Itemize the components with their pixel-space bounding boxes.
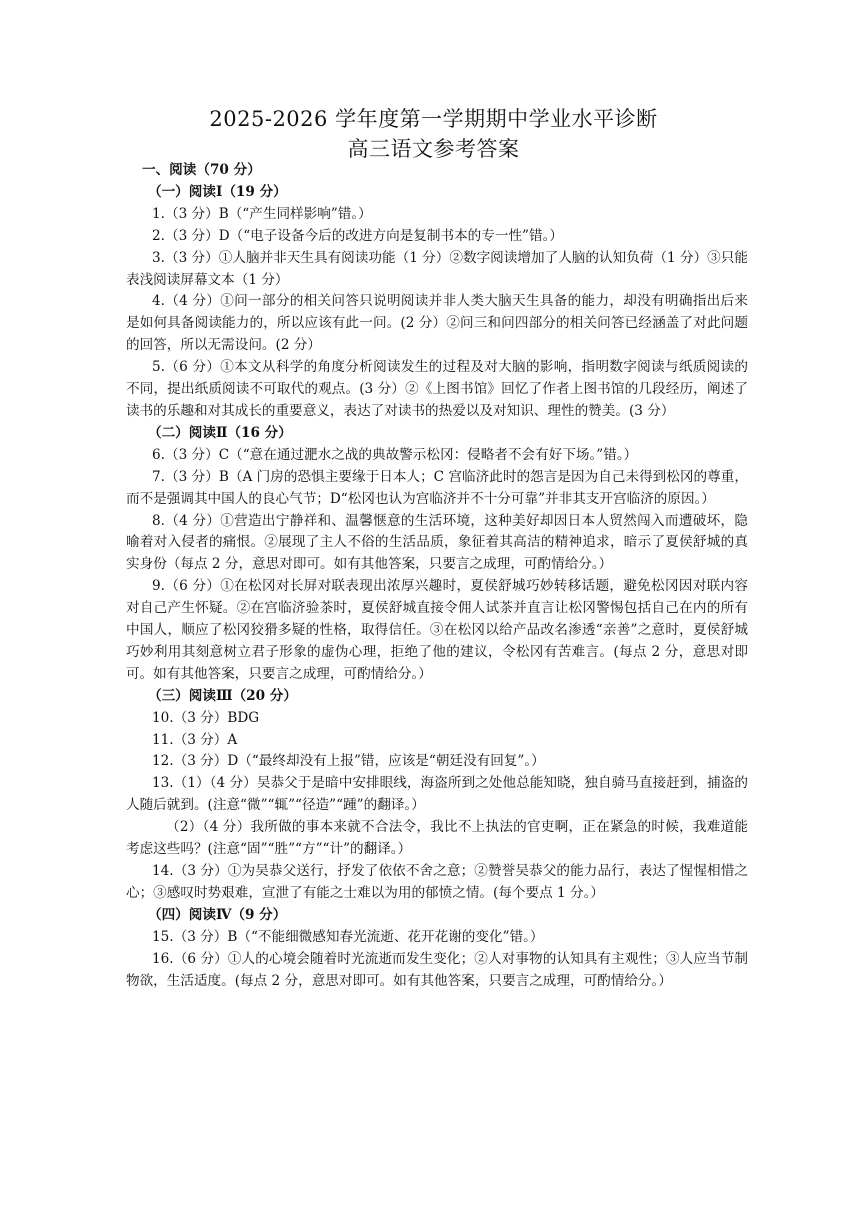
section-heading-reading-1: （一）阅读Ⅰ（19 分） bbox=[148, 183, 287, 200]
answer-5: 5.（6 分）①本文从科学的角度分析阅读发生的过程及对大脑的影响，指明数字阅读与纸质阅读的不同，提出纸质阅读不可取代的观点。(3 分）②《上图书馆》回忆了作者上图书馆的几段经历，阐述了读书的乐趣和对其成长的重要意义，表达了对读书的热爱以及对知识、理性的赞美。(3 分） bbox=[126, 359, 748, 419]
section-heading-reading-4: （四）阅读Ⅳ（9 分） bbox=[148, 906, 287, 923]
section-heading-reading-2: （二）阅读Ⅱ（16 分） bbox=[148, 424, 292, 441]
answer-13-1: 13.（1）（4 分）吴恭父于是暗中安排眼线，海盗所到之处他总能知晓，独自骑马直接赶到，捕盗的人随后就到。(注意“微”“辄”“径造”“踵”的翻译。） bbox=[126, 775, 748, 814]
answer-12: 12.（3 分）D（“最终却没有上报”错，应该是“朝廷没有回复”。） bbox=[152, 753, 545, 770]
answer-8: 8.（4 分）①营造出宁静祥和、温馨惬意的生活环境，这种美好却因日本人贸然闯入而遭破坏，隐喻着对入侵者的痛恨。②展现了主人不俗的生活品质，象征着其高洁的精神追求，暗示了夏侯舒城的真实身份（每点 2 分，意思对即可。如有其他答案，只要言之成理，可酌情给分。） bbox=[126, 512, 748, 573]
answer-6: 6.（3 分）C（“意在通过淝水之战的典故警示松冈：侵略者不会有好下场。”错。） bbox=[152, 446, 638, 463]
answer-11: 11.（3 分）A bbox=[152, 731, 238, 748]
answer-1: 1.（3 分）B（“产生同样影响”错。） bbox=[152, 205, 372, 222]
answer-10: 10.（3 分）BDG bbox=[152, 709, 260, 726]
document-subtitle: 高三语文参考答案 bbox=[347, 137, 520, 161]
document-title-block bbox=[0, 104, 867, 164]
answer-13-2: （2）（4 分）我所做的事本来就不合法令，我比不上执法的官吏啊，正在紧急的时候，我难道能考虑这些吗？(注意“固”“胜”“方”“计”的翻译。） bbox=[126, 819, 748, 858]
answer-4: 4.（4 分）①问一部分的相关问答只说明阅读并非人类大脑天生具备的能力，却没有明确指出后来是如何具备阅读能力的，所以应该有此一问。(2 分）②问三和问四部分的相关问答已经涵盖了对此问题的回答，所以无需设问。(2 分） bbox=[126, 293, 748, 354]
answer-15: 15.（3 分）B（“不能细微感知春光流逝、花开花谢的变化”错。） bbox=[152, 928, 544, 945]
answer-2: 2.（3 分）D（“电子设备今后的改进方向是复制书本的专一性”错。） bbox=[152, 227, 563, 244]
document-title: 2025-2026 学年度第一学期期中学业水平诊断 bbox=[209, 107, 658, 131]
answer-7: 7.（3 分）B（A 门房的恐惧主要缘于日本人；C 宫临济此时的怨言是因为自己未得到松冈的尊重，而不是强调其中国人的良心气节；D“松冈也认为宫临济并不十分可靠”并非其支开宫临济的原因。） bbox=[126, 468, 748, 507]
answer-content bbox=[126, 160, 748, 992]
answer-3: 3.（3 分）①人脑并非天生具有阅读功能（1 分）②数字阅读增加了人脑的认知负荷（1 分）③只能表浅阅读屏幕文本（1 分） bbox=[126, 249, 748, 288]
section-heading-reading: 一、阅读（70 分） bbox=[142, 162, 261, 178]
answer-14: 14.（3 分）①为吴恭父送行，抒发了依依不舍之意；②赞誉吴恭父的能力品行，表达了惺惺相惜之心；③感叹时势艰难，宣泄了有能之士难以为用的郁愤之情。(每个要点 1 分。） bbox=[126, 863, 748, 901]
answer-16: 16.（6 分）①人的心境会随着时光流逝而发生变化；②人对事物的认知具有主观性；③人应当节制物欲，生活适度。(每点 2 分，意思对即可。如有其他答案，只要言之成理，可酌情给分。） bbox=[126, 950, 748, 989]
section-heading-reading-3: （三）阅读Ⅲ（20 分） bbox=[148, 687, 297, 704]
answer-9: 9.（6 分）①在松冈对长屏对联表现出浓厚兴趣时，夏侯舒城巧妙转移话题，避免松冈因对联内容对自己产生怀疑。②在宫临济验茶时，夏侯舒城直接令佣人试茶并直言让松冈警惕包括自己在内的所有中国人，顺应了松冈狡猾多疑的性格，取得信任。③在松冈以给产品改名渗透“亲善”之意时，夏侯舒城巧妙利用其刻意树立君子形象的虚伪心理，拒绝了他的建议，令松冈有苦难言。(每点 2 分，意思对即可。如有其他答案，只要言之成理，可酌情给分。） bbox=[126, 578, 748, 682]
